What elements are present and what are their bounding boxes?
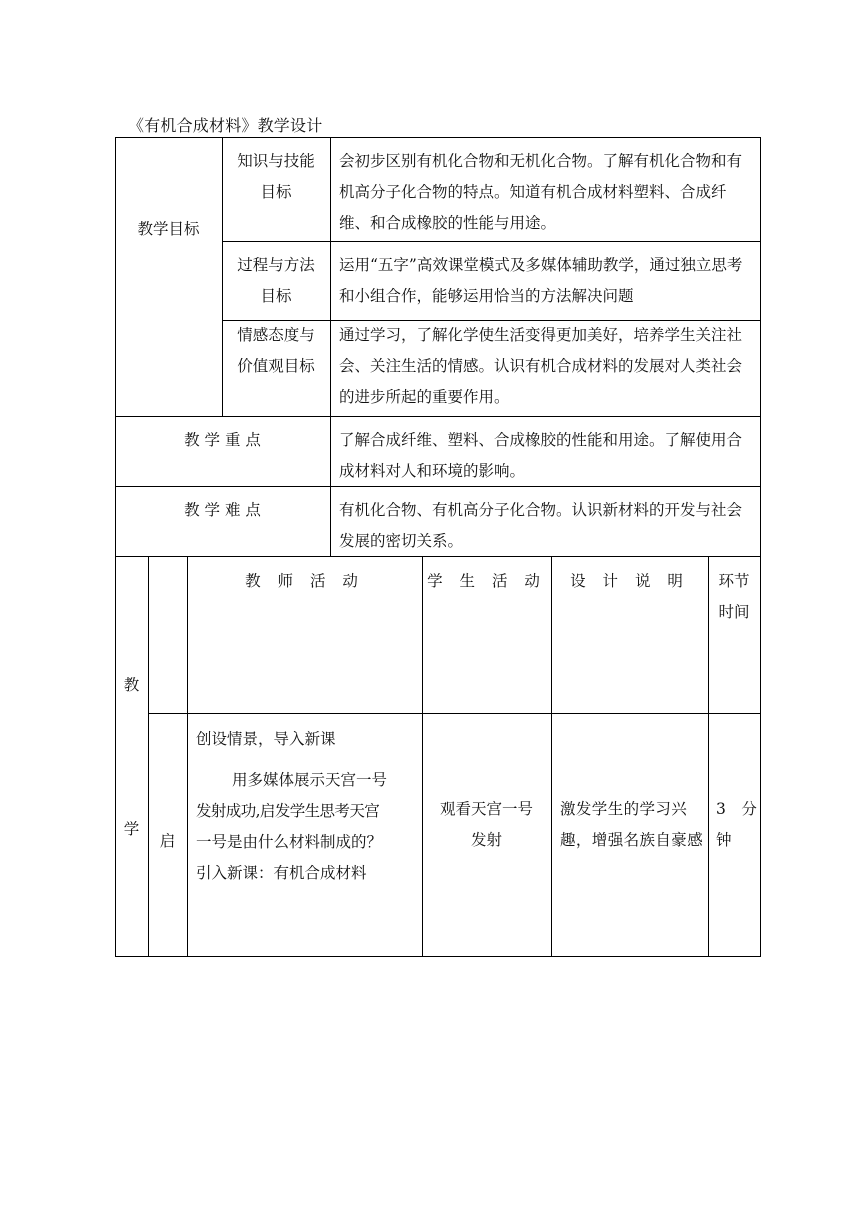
teacher-activity-line: 发射成功,启发学生思考天宫 <box>196 802 380 820</box>
objective-content: 运用“五字”高效课堂模式及多媒体辅助教学，通过独立思考和小组合作，能够运用恰当的方法解决问题 <box>339 256 743 305</box>
header-design-notes: 设 计 说 明 <box>570 572 689 590</box>
column-divider <box>551 556 552 957</box>
stage-label: 启 <box>159 832 176 850</box>
objective-category-line: 过程与方法 <box>237 256 315 274</box>
difficulties-content: 有机化合物、有机高分子化合物。认识新材料的开发与社会发展的密切关系。 <box>339 501 743 550</box>
objective-category <box>222 146 330 208</box>
objective-category-line: 目标 <box>260 183 292 201</box>
objective-content: 会初步区别有机化合物和无机化合物。了解有机化合物和有机高分子化合物的特点。知道有机合成材料塑料、合成纤维、和合成橡胶的性能与用途。 <box>339 152 743 232</box>
column-divider <box>422 556 423 957</box>
design-notes: 激发学生的学习兴趣，增强名族自豪感 <box>560 800 704 849</box>
student-activity-line: 发射 <box>470 831 502 849</box>
objective-category-line: 目标 <box>260 287 292 305</box>
header-time <box>708 566 760 628</box>
student-activity-line: 观看天宫一号 <box>439 800 533 818</box>
objective-category <box>222 250 330 312</box>
objective-category-line: 情感态度与 <box>237 326 315 344</box>
header-time-line: 时间 <box>718 603 750 621</box>
header-time-line: 环节 <box>718 572 750 590</box>
teacher-activity-line: 一号是由什么材料制成的？ <box>196 833 383 851</box>
key-points-label: 教 学 重 点 <box>184 431 261 449</box>
header-teacher-activity: 教 师 活 动 <box>245 572 364 590</box>
time-allocation-line: 3 分 <box>716 800 757 818</box>
objective-category <box>222 320 330 382</box>
time-allocation-line: 钟 <box>716 831 732 849</box>
key-points-content: 了解合成纤维、塑料、合成橡胶的性能和用途。了解使用合成材料对人和环境的影响。 <box>339 431 743 480</box>
row-divider <box>148 713 761 714</box>
objective-category-line: 价值观目标 <box>237 357 315 375</box>
process-side-label: 学 <box>123 820 140 838</box>
header-student-activity: 学 生 活 动 <box>427 572 546 590</box>
row-divider <box>222 241 761 242</box>
table-border-bottom <box>115 956 761 957</box>
objective-category-line: 知识与技能 <box>237 152 315 170</box>
column-divider <box>187 556 188 957</box>
document-title: 《有机合成材料》教学设计 <box>128 116 323 135</box>
teacher-activity-line: 用多媒体展示天宫一号 <box>232 771 388 789</box>
column-divider <box>148 556 149 957</box>
process-side-label: 教 <box>123 676 140 694</box>
column-divider <box>330 137 331 557</box>
row-divider <box>115 416 761 417</box>
table-border-right <box>760 137 761 957</box>
difficulties-label: 教 学 难 点 <box>184 501 261 519</box>
student-activity <box>422 794 551 856</box>
time-allocation <box>716 794 758 856</box>
teacher-activity-line: 引入新课：有机合成材料 <box>196 864 367 882</box>
teacher-activity <box>196 724 418 889</box>
objectives-label: 教学目标 <box>137 220 200 238</box>
objective-content: 通过学习，了解化学使生活变得更加美好，培养学生关注社会、关注生活的情感。认识有机合成材料的发展对人类社会的进步所起的重要作用。 <box>339 326 743 406</box>
teacher-activity-heading: 创设情景，导入新课 <box>196 730 336 748</box>
table-border-top <box>115 137 761 138</box>
